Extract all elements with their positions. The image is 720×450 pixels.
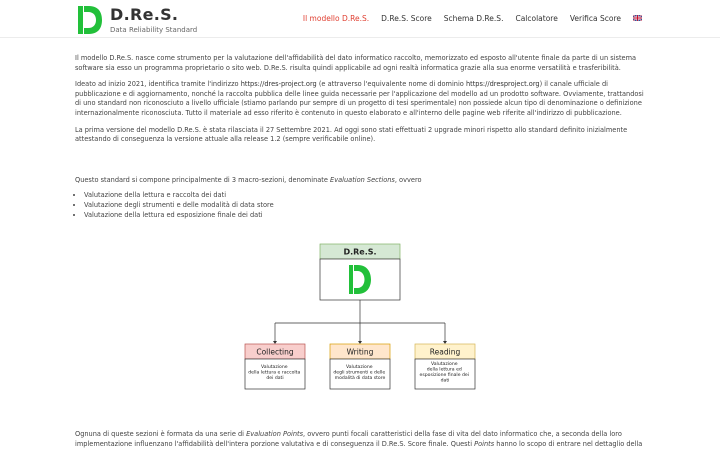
evaluation-points-paragraph: Ognuna di queste sezioni è formata da una serie di Evaluation Points, ovvero punti focali caratteristici della fase di vita del dato informatico che, a seconda della loro implementazione influenzano l'affidabilità dell'intera porzione valutativa e di conseguenza il D.Re.S. Score finale. Questi Points hanno lo scopo di entrare nel dettaglio della [75, 430, 643, 448]
main-content [75, 54, 645, 220]
history-paragraph: Ideato ad inizio 2021, identifica tramite l'indirizzo https://dres-project.org (e attraverso l'equivalente nome di dominio https://dresproject.org) il canale ufficiale di pubblicazione e di aggiornamento, nonché la raccolta pubblica delle linee guida necessarie per l'applicazione del modello ad un prodotto software. Ovviamente, trattandosi di uno standard non riconosciuto a livello ufficiale (stiamo parlando pur sempre di un progetto di tesi sperimentale) non possiede alcun tipo di denominazione o definizione internazionalmente riconosciuta. Tutto il materiale ad esso riferito è contenuto in questo elaborato e all'interno delle pagine web riferite all'indirizzo di pubblicazione. [75, 80, 644, 117]
collecting-desc: Valutazione della lettura e raccolta dei dati [248, 365, 301, 381]
list-item: • Valutazione degli strumenti e delle modalità di data store [84, 201, 645, 211]
writing-desc: Valutazione degli strumenti e delle modalità di data store [333, 365, 386, 381]
nav-calcolatore[interactable]: Calcolatore [515, 14, 558, 23]
nav-verifica-score[interactable]: Verifica Score [569, 14, 621, 23]
reading-desc: Valutazione della lettura ed esposizione finale dei dati [419, 362, 470, 384]
link-dres-project[interactable]: https://dres-project.org [240, 80, 317, 89]
sections-list [84, 191, 645, 220]
brand-subtitle: Data Reliability Standard [110, 26, 198, 34]
site-header [0, 0, 720, 38]
collecting-title: Collecting [256, 347, 294, 357]
intro-paragraph: Il modello D.Re.S. nasce come strumento per la valutazione dell'affidabilità del dato informatico raccolto, memorizzato ed esposto all'utente finale da parte di un sistema software sia esso un programma proprietario o sito web. D.Re.S. risulta quindi applicabile ad ogni realtà informatica grazie alla sua enorme versatilità e trasferibilità. [75, 54, 637, 72]
link-dresproject[interactable]: https://dresproject.org [465, 80, 540, 89]
uk-flag-icon[interactable] [633, 15, 642, 21]
main-nav [303, 14, 642, 23]
release-paragraph: La prima versione del modello D.Re.S. è stata rilasciata il 27 Settembre 2021. Ad oggi sono stati effettuati 2 upgrade minori rispetto allo standard definito inizialmente attestando di conseguenza la versione attuale alla release 1.2 (sempre verificabile online). [75, 125, 628, 144]
writing-title: Writing [346, 347, 374, 357]
list-item: • Valutazione della lettura ed esposizione finale dei dati [84, 211, 645, 221]
brand-title: D.Re.S. [110, 5, 179, 24]
reading-title: Reading [429, 347, 461, 357]
logo-d-icon [75, 4, 103, 36]
diagram-root-title: D.Re.S. [343, 247, 377, 257]
dres-diagram [240, 243, 480, 391]
nav-schema-dres[interactable]: Schema D.Re.S. [443, 14, 504, 23]
sections-intro: Questo standard si compone principalmente di 3 macro-sezioni, denominate Evaluation Sections, ovvero [75, 175, 422, 184]
list-item: • Valutazione della lettura e raccolta dei dati [84, 191, 645, 201]
nav-il-modello[interactable]: Il modello D.Re.S. [302, 14, 370, 23]
site-logo[interactable] [72, 4, 222, 36]
nav-dres-score[interactable]: D.Re.S. Score [381, 14, 432, 23]
